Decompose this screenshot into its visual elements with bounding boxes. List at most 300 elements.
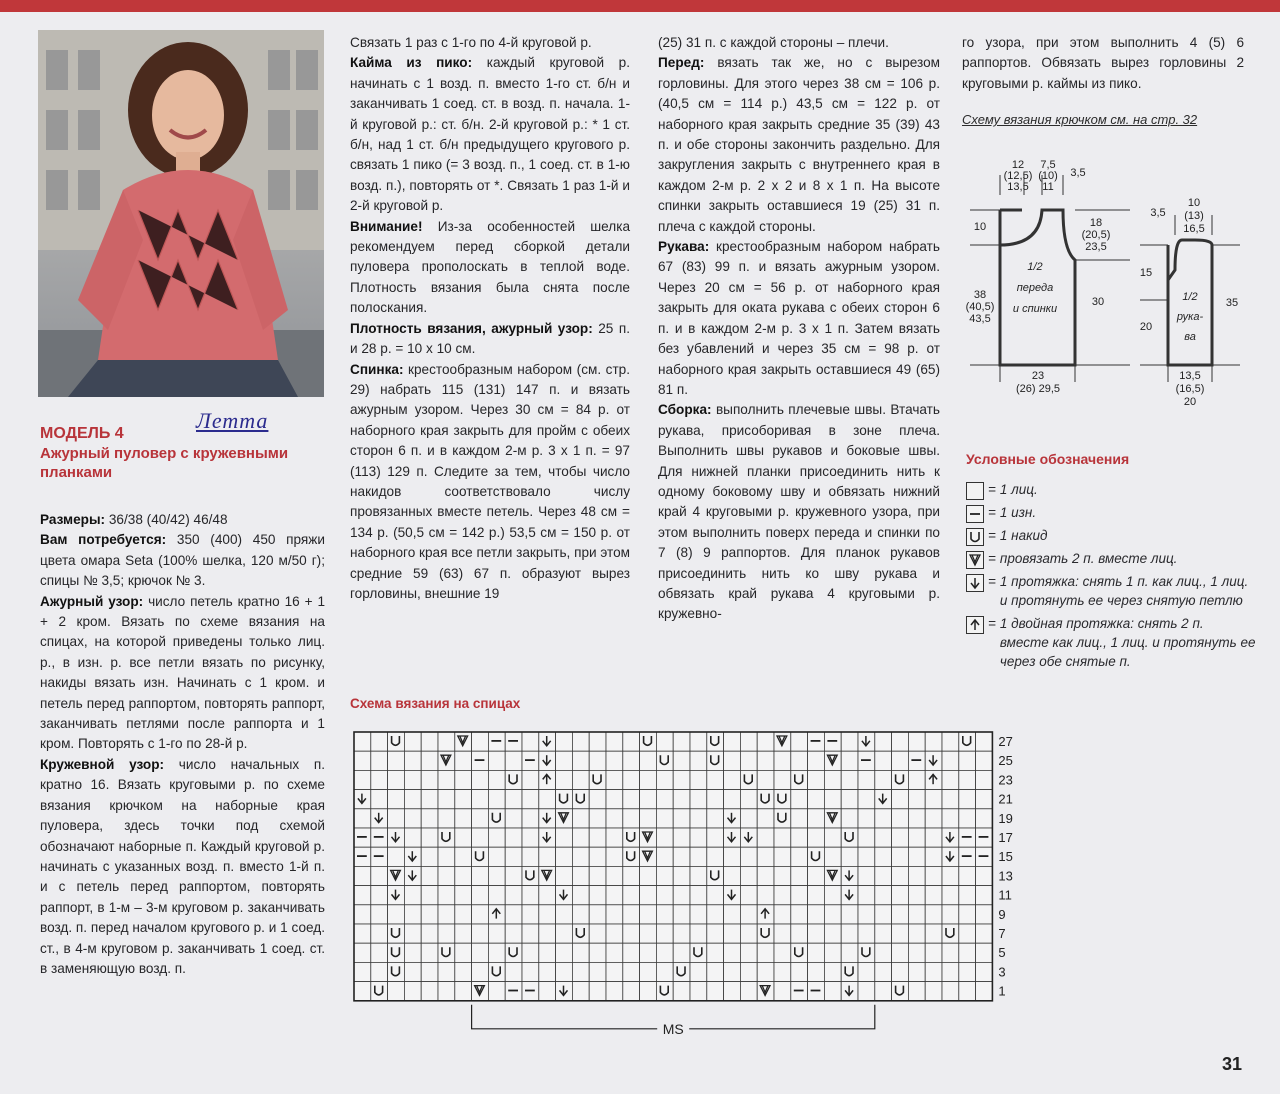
chart-cell [488,751,505,770]
chart-cell [875,847,892,866]
chart-cell [606,809,623,828]
legend-equals: = [988,482,996,497]
chart-cell [673,809,690,828]
chart-cell [959,790,976,809]
chart-cell [623,732,640,751]
chart-cell [354,982,371,1001]
body-label-2: переда [1016,282,1054,294]
chart-cell [656,886,673,905]
density-value: 25 п. и 28 р. = 10 х 10 см. [350,320,630,357]
chart-cell [354,732,371,751]
chart-cell [522,962,539,981]
chart-cell [808,751,825,770]
chart-cell [589,905,606,924]
chart-cell [824,828,841,847]
sizes-paragraph [40,510,325,530]
chart-cell [371,790,388,809]
chart-cell [404,982,421,1001]
chart-cell [640,886,657,905]
chart-cell [791,828,808,847]
chart-cell [640,982,657,1001]
chart-cell [505,943,522,962]
chart-cell [724,982,741,1001]
intro-paragraph: Связать 1 раз с 1-го по 4-й круговой р. [350,35,592,50]
chart-cell [539,847,556,866]
chart-cell [606,828,623,847]
chart-cell [774,866,791,885]
chart-cell [690,982,707,1001]
chart-cell [908,790,925,809]
top-color-bar [0,0,1280,12]
chart-cell [740,847,757,866]
chart-cell [791,924,808,943]
chart-cell [354,962,371,981]
chart-cell [942,943,959,962]
chart-cell [488,924,505,943]
chart-cell [690,943,707,962]
chart-cell [589,732,606,751]
empty-symbol-icon [966,482,984,500]
chart-cell [808,790,825,809]
chart-cell [421,732,438,751]
chart-cell [438,809,455,828]
chart-cell [690,770,707,789]
chart-cell [438,924,455,943]
chart-cell [942,905,959,924]
attention-label: Внимание! [350,218,423,234]
chart-cell [421,924,438,943]
chart-cell [656,962,673,981]
sleeve-dim-top-b: 10 [1187,197,1201,209]
chart-cell [707,866,724,885]
chart-cell [371,770,388,789]
chart-cell [925,943,942,962]
chart-cell [656,847,673,866]
model-title: Ажурный пуловер с кружевными планками [40,445,289,481]
chart-cell [976,751,993,770]
chart-cell [757,924,774,943]
sleeve-dim-cap: 15 [1139,267,1153,279]
chart-cell [707,828,724,847]
chart-cell [875,962,892,981]
chart-cell [354,943,371,962]
chart-cell [707,962,724,981]
chart-cell [707,943,724,962]
body-dim-top-b: 7,5 [1040,159,1056,171]
body-dim-right-a2: (20,5) [1081,229,1111,241]
knitting-chart [350,730,1030,1050]
chart-cell [505,924,522,943]
chart-cell [522,924,539,943]
chart-cell [791,886,808,905]
chart-cell [404,751,421,770]
chart-cell [472,790,489,809]
row-number: 3 [998,964,1006,980]
chart-cell [371,943,388,962]
attention-paragraph [350,217,630,319]
chart-cell [388,962,405,981]
chart-cell [589,847,606,866]
chart-cell [942,732,959,751]
chart-cell [371,886,388,905]
body-dim-top-b3: 11 [1042,181,1054,193]
chart-cell [724,732,741,751]
legend-item [966,480,1256,499]
chart-cell [757,809,774,828]
chart-cell [858,943,875,962]
chart-cell [438,770,455,789]
chart-cell [572,943,589,962]
chart-cell [388,905,405,924]
chart-cell [858,924,875,943]
watermark-signature: Летта [196,408,269,433]
row-number: 21 [998,791,1013,807]
row-number: 13 [998,868,1013,884]
chart-cell [875,809,892,828]
sleeve-dim-length: 20 [1139,321,1153,333]
row-number: 25 [998,753,1013,769]
chart-cell [824,790,841,809]
chart-cell [421,866,438,885]
chart-cell [707,770,724,789]
chart-cell [892,982,909,1001]
chart-cell [438,847,455,866]
text-column-1 [40,510,325,979]
chart-cell [892,751,909,770]
chart-cell [589,751,606,770]
chart-cell [522,732,539,751]
chart-cell [908,924,925,943]
chart-cell [791,905,808,924]
lace-value: число петель кратно 16 + 1 + 2 кром. Вязать по схеме вязания на спицах, на которой приведены только лиц. р., в изн. р. все петли вязать по рисунку, накиды вязать изн. Начинать с 1 кром. и петель перед раппортом, повторять раппорт, заканчивать петлями после раппорта и 1 кром. Повторять с 1-го по 28-й р. [40,593,326,752]
chart-cell [841,828,858,847]
chart-cell [808,866,825,885]
chart-cell [824,962,841,981]
chart-cell [572,924,589,943]
chart-cell [421,962,438,981]
chart-cell [808,943,825,962]
chart-cell [740,790,757,809]
legend-item [966,614,1256,671]
chart-cell [757,828,774,847]
chart-cell [690,886,707,905]
chart-cell [959,905,976,924]
chart-cell [656,866,673,885]
body-dim-bottom: 23 [1031,370,1045,382]
chart-cell [841,905,858,924]
chart-cell [556,790,573,809]
chart-cell [640,866,657,885]
chart-cell [438,982,455,1001]
chart-cell [656,828,673,847]
chart-cell [371,732,388,751]
chart-cell [522,828,539,847]
chart-cell [438,790,455,809]
chart-cell [606,732,623,751]
chart-cell [841,732,858,751]
chart-cell [942,886,959,905]
chart-cell [724,924,741,943]
body-label-1: 1/2 [1027,261,1043,273]
chart-cell [875,905,892,924]
chart-cell [724,790,741,809]
chart-cell [774,751,791,770]
chart-cell [774,828,791,847]
chart-cell [959,943,976,962]
yo-symbol-icon [966,528,984,546]
chart-cell [522,809,539,828]
chart-cell [572,962,589,981]
chart-cell [404,790,421,809]
chart-cell [740,866,757,885]
chart-cell [925,886,942,905]
chart-cell [623,790,640,809]
chart-cell [404,924,421,943]
chart-cell [824,847,841,866]
chart-cell [925,847,942,866]
chart-cell [858,828,875,847]
chart-cell [539,982,556,1001]
body-dim-neck: 10 [973,221,987,233]
row-number: 15 [998,849,1013,865]
chart-cell [421,847,438,866]
chart-cell [589,982,606,1001]
assembly-paragraph [658,400,940,624]
chart-cell [388,732,405,751]
chart-cell [925,790,942,809]
chart-cell [656,905,673,924]
body-dim-top-b2: (10) [1038,170,1058,182]
chart-cell [824,982,841,1001]
chart-cell [388,982,405,1001]
sleeve-dim-bottom2: (16,5) [1175,383,1205,395]
chart-cell [858,886,875,905]
chart-cell [841,790,858,809]
chart-cell [472,943,489,962]
chart-cell [472,809,489,828]
chart-cell [656,943,673,962]
chart-cell [388,790,405,809]
picot-paragraph [350,53,630,216]
lace-label: Ажурный узор: [40,593,144,609]
chart-cell [589,866,606,885]
chart-cell [858,790,875,809]
chart-cell [556,847,573,866]
chart-cell [606,790,623,809]
chart-cell [841,962,858,981]
chart-cell [404,770,421,789]
chart-cell [875,770,892,789]
chart-cell [791,751,808,770]
chart-cell [925,809,942,828]
chart-cell [774,982,791,1001]
attention-value: Из-за особенностей шелка рекомендуем перед сборкой детали пуловера прополоскать в теплой воде. Плотность вязания была снята после полоскания. [350,218,631,316]
chart-cell [875,886,892,905]
chart-cell [925,962,942,981]
chart-cell [572,732,589,751]
chart-cell [976,886,993,905]
chart-cell [976,732,993,751]
chart-cell [875,866,892,885]
chart-cell [959,962,976,981]
front-label: Перед: [658,55,705,71]
chart-cell [388,943,405,962]
chart-cell [455,943,472,962]
chart-cell [908,770,925,789]
chart-cell [673,982,690,1001]
chart-title: Схема вязания на спицах [350,696,521,711]
chart-cell [589,809,606,828]
chart-cell [623,943,640,962]
chart-cell [707,924,724,943]
sleeve-dim-bottom: 13,5 [1179,370,1201,382]
body-dim-right-a: 18 [1089,217,1103,229]
chart-cell [640,751,657,770]
chart-cell [606,962,623,981]
chart-cell [892,943,909,962]
chart-cell [724,847,741,866]
chart-cell [908,905,925,924]
chart-cell [808,809,825,828]
chart-cell [858,982,875,1001]
chart-cell [707,886,724,905]
chart-cell [472,905,489,924]
chart-cell [673,962,690,981]
chart-cell [656,809,673,828]
chart-cell [707,847,724,866]
body-dim-top-a: 12 [1011,159,1025,171]
chart-cell [774,809,791,828]
chart-cell [505,962,522,981]
chart-cell [640,809,657,828]
chart-cell [908,809,925,828]
chart-cell [673,924,690,943]
chart-cell [556,962,573,981]
chart-cell [925,866,942,885]
legend-item [966,549,1256,568]
chart-cell [572,809,589,828]
chart-cell [572,847,589,866]
chart-cell [875,732,892,751]
sleeve-label-2: рука- [1176,311,1204,323]
chart-cell [623,847,640,866]
text-column-2 [350,33,630,604]
chart-cell [371,905,388,924]
chart-cell [673,905,690,924]
chart-cell [690,866,707,885]
chart-cell [472,962,489,981]
chart-cell [505,866,522,885]
chart-cell [757,847,774,866]
chart-cell [421,943,438,962]
chart-cell [472,924,489,943]
chart-cell [959,982,976,1001]
chart-cell [589,924,606,943]
chart-cell [472,847,489,866]
chart-cell [673,847,690,866]
symbol-legend [966,480,1256,675]
chart-cell [908,886,925,905]
chart-cell [572,866,589,885]
chart-cell [791,866,808,885]
chart-cell [740,962,757,981]
chart-cell [791,847,808,866]
chart-cell [505,809,522,828]
chart-cell [438,905,455,924]
chart-cell [976,905,993,924]
chart-cell [908,982,925,1001]
chart-cell [354,866,371,885]
row-number: 19 [998,810,1013,826]
chart-cell [656,751,673,770]
chart-cell [757,866,774,885]
chart-cell [740,886,757,905]
dash-symbol-icon [966,505,984,523]
legend-item [966,503,1256,522]
chart-cell [522,943,539,962]
chart-cell [925,732,942,751]
chart-cell [724,751,741,770]
chart-cell [925,905,942,924]
chart-cell [656,982,673,1001]
row-number: 5 [998,945,1006,961]
chart-cell [539,943,556,962]
text-column-3 [658,33,940,625]
chart-cell [976,982,993,1001]
chart-cell [791,770,808,789]
front-paragraph [658,53,940,237]
chart-cell [942,790,959,809]
row-number: 7 [998,926,1006,941]
chart-cell [959,924,976,943]
chart-cell [908,962,925,981]
chart-cell [942,962,959,981]
legend-text: 1 лиц. [999,482,1038,497]
chart-cell [976,962,993,981]
chart-cell [421,982,438,1001]
chart-cell [858,847,875,866]
chart-cell [740,924,757,943]
legend-text: 1 накид [999,528,1048,543]
text-column-4 [962,33,1244,94]
chart-cell [808,828,825,847]
chart-cell [740,905,757,924]
chart-cell [522,905,539,924]
chart-cell [824,924,841,943]
chart-cell [556,732,573,751]
chart-cell [976,790,993,809]
chart-cell [455,982,472,1001]
body-dim-right-a3: 23,5 [1085,241,1107,253]
chart-cell [690,924,707,943]
chart-cell [640,732,657,751]
chart-cell [908,847,925,866]
row-number: 27 [998,734,1013,749]
chart-cell [438,962,455,981]
chart-cell [421,770,438,789]
chart-cell [942,982,959,1001]
chart-cell [690,790,707,809]
chart-cell [539,924,556,943]
chart-cell [488,790,505,809]
page-number: 31 [1222,1054,1243,1074]
chart-cell [740,732,757,751]
chart-cell [421,751,438,770]
chart-cell [623,828,640,847]
chart-cell [976,943,993,962]
chart-cell [791,790,808,809]
crochet-reference: Схему вязания крючком см. на стр. 32 [962,112,1198,127]
